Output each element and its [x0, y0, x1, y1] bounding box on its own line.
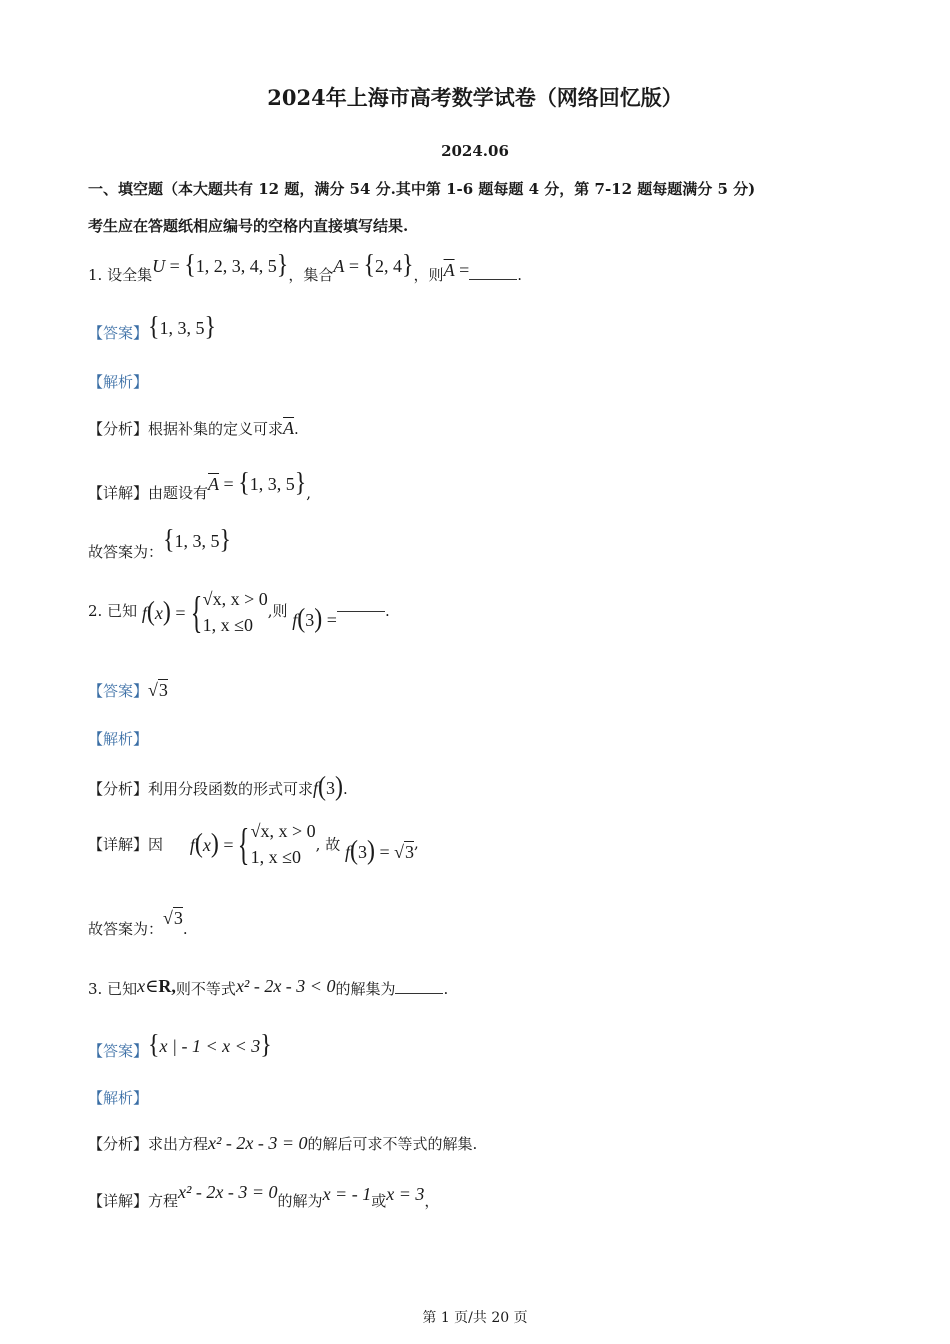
q1-Abar: $\overline{A}$: [443, 260, 455, 280]
q2-fenxi-arg: 3: [326, 778, 336, 798]
q2-f3-arg: 3: [305, 610, 315, 630]
q2-conclude-val: 3: [173, 908, 183, 928]
answer-label: 【答案】: [88, 1042, 149, 1060]
q1-prefix: 1. 设全集: [88, 266, 153, 284]
question-2: 2. 已知 f(x) = {√x, x > 0 1, x ≤0,则 f(3) = .: [88, 587, 390, 637]
q2-fenxi-row: 【分析】利用分段函数的形式可求f(3).: [88, 771, 348, 802]
q1-mid1: ，集合: [288, 266, 334, 284]
fenxi-label: 【分析】: [88, 1135, 149, 1153]
q1-conclusion-row: 故答案为：{1, 3, 5}: [88, 524, 232, 561]
q2-conclude-end: .: [182, 920, 188, 938]
q3-answer: x | - 1 < x < 3: [159, 1036, 261, 1056]
q2-piecewise: {√x, x > 0 1, x ≤0: [190, 587, 268, 637]
q3-prefix: 3. 已知: [88, 980, 138, 998]
q2-detail-piecewise: {√x, x > 0 1, x ≤0: [238, 819, 316, 869]
q2-f3: f: [292, 610, 298, 630]
section-instruction: 考生应在答题纸相应编号的空格内直接填写结果.: [88, 217, 409, 235]
q2-detail-result: 3: [405, 842, 415, 862]
q3-fenxi-text: 求出方程: [148, 1135, 209, 1153]
q1-detail-end: ,: [306, 484, 312, 502]
q3-fenxi-tail: 的解后可求不等式的解集.: [307, 1135, 478, 1153]
q2-analysis-label: 【解析】: [88, 730, 149, 748]
section-heading: 一、填空题（本大题共有 12 题，满分 54 分.其中第 1-6 题每题 4 分，第 7-12 题每题满分 5 分): [88, 180, 756, 198]
page-footer: 第 1 页/共 20 页: [422, 1310, 528, 1326]
q2-fenxi-end: .: [343, 780, 348, 798]
fenxi-label: 【分析】: [88, 420, 149, 438]
q3-detail-eq: x² - 2x - 3 = 0: [178, 1182, 278, 1202]
q1-answer-row: 【答案】{1, 3, 5}: [88, 311, 217, 342]
page-title: 2024年上海市高考数学试卷（网络回忆版）: [267, 85, 683, 110]
q2-detail-row: 【详解】因 f(x) = {√x, x > 0 1, x ≤0, 故 f(3) = √3,: [88, 819, 419, 869]
q2-case1: x, x > 0: [212, 589, 268, 609]
q2-mid: ,则: [267, 602, 288, 620]
q3-fenxi-eq: x² - 2x - 3 = 0: [208, 1133, 308, 1153]
q2-detail-text: 因: [148, 835, 164, 854]
q1-analysis-label: 【解析】: [88, 373, 149, 391]
detail-label: 【详解】: [88, 835, 149, 854]
q1-answer: 1, 3, 5: [159, 318, 205, 338]
q2-answer-row: 【答案】√3: [88, 680, 168, 700]
detail-label: 【详解】: [88, 1192, 149, 1210]
q3-detail-row: [88, 1182, 440, 1211]
answer-label: 【答案】: [88, 682, 149, 700]
q2-conclude: 故答案为：: [88, 920, 164, 938]
q3-detail-r2: x = 3: [386, 1184, 425, 1204]
question-3: [88, 978, 448, 999]
q2-detail-end: ,: [414, 834, 419, 852]
question-1: 1. 设全集U = {1, 2, 3, 4, 5}，集合A = {2, 4}，则$\overline{A}$ = .: [88, 249, 522, 284]
q1-detail-row: 【详解】由题设有$\overline{A} = \{1$, 3, 5},: [88, 467, 312, 502]
q2-conclusion-row: 故答案为：√3.: [88, 908, 188, 938]
q2-answer: 3: [158, 680, 168, 700]
q2-fx-arg: x: [154, 602, 163, 623]
q1-detail-text: 由题设有: [148, 484, 209, 502]
q2-end: .: [384, 602, 390, 620]
q2-fx: f: [141, 602, 147, 623]
q1-fenxi-row: [88, 418, 299, 439]
q3-detail-or: 或: [371, 1192, 387, 1210]
q1-detail-set: 1, 3, 5: [249, 474, 295, 494]
exam-date: 2024.06: [441, 142, 509, 160]
q1-blank: [469, 264, 517, 280]
detail-label: 【详解】: [88, 484, 149, 502]
q3-answer-row: 【答案】{x | - 1 < x < 3}: [88, 1029, 272, 1060]
q3-detail-r1: x = - 1: [322, 1184, 372, 1204]
q3-blank: [395, 978, 443, 994]
q1-conclude: 故答案为：: [88, 543, 164, 561]
q1-conclude-set: 1, 3, 5: [174, 531, 220, 551]
q3-ineq: x² - 2x - 3 < 0: [235, 976, 336, 996]
answer-label: 【答案】: [88, 324, 149, 342]
q3-tail: 的解集为: [335, 980, 396, 998]
q2-fenxi-text: 利用分段函数的形式可求: [148, 780, 314, 798]
q3-cond-R: R,: [158, 976, 176, 996]
q1-mid2: ，则: [413, 266, 444, 284]
q2-fenxi-f: f: [313, 778, 319, 798]
q1-fenxi-text: 根据补集的定义可求: [148, 420, 284, 438]
q1-A: A: [333, 256, 345, 276]
q3-end: .: [443, 980, 449, 998]
q3-detail-mid: 的解为: [277, 1192, 323, 1210]
q3-detail-end: ，: [424, 1192, 440, 1210]
q3-cond: x∈: [137, 976, 159, 996]
q3-analysis-label: 【解析】: [88, 1089, 149, 1107]
q1-A-set: 2, 4: [375, 256, 403, 276]
q1-fenxi-end: .: [294, 420, 299, 438]
q1-U: U: [152, 256, 166, 276]
q2-detail-mid: , 故: [315, 835, 341, 854]
q1-fenxi-var: $\overline{A}$: [283, 418, 295, 438]
q3-detail-text: 方程: [148, 1192, 179, 1210]
q1-detail-var: $\overline{A}$: [208, 474, 220, 494]
q3-mid: 则不等式: [175, 980, 236, 998]
q2-prefix: 2. 已知: [88, 602, 138, 620]
q1-end: .: [517, 266, 522, 284]
q3-fenxi-row: [88, 1133, 477, 1154]
q2-blank: [337, 596, 385, 612]
q1-U-set: 1, 2, 3, 4, 5: [195, 256, 277, 276]
q2-case2: 1, x ≤0: [202, 615, 254, 635]
fenxi-label: 【分析】: [88, 780, 149, 798]
